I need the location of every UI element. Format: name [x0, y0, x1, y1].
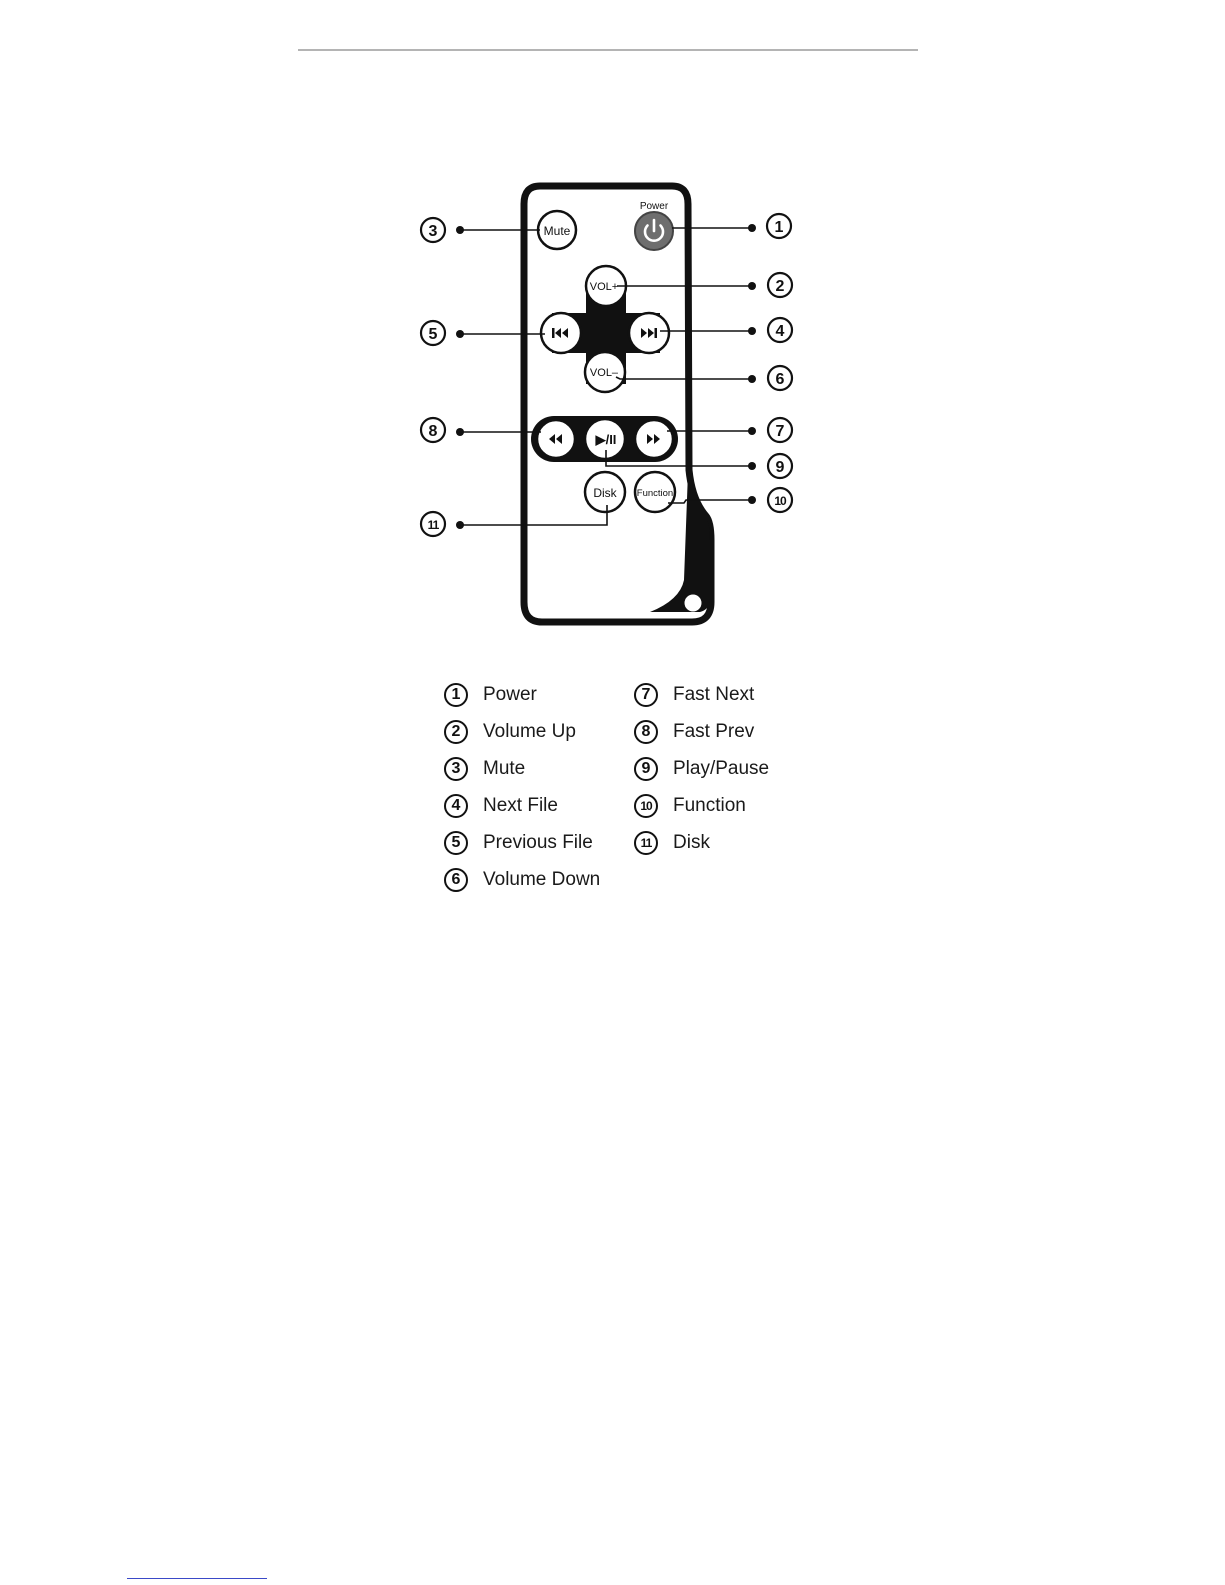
play-pause-button[interactable] — [585, 419, 625, 459]
legend-number: 3 — [444, 757, 468, 781]
legend-number: 7 — [634, 683, 658, 707]
legend-item — [634, 750, 769, 787]
callout-1 — [767, 214, 791, 238]
svg-text:1: 1 — [774, 219, 784, 236]
legend-number: 1 — [444, 683, 468, 707]
power-caption: Power — [639, 201, 669, 212]
power-button[interactable] — [635, 212, 673, 250]
legend-item — [444, 676, 600, 713]
callout-8 — [421, 418, 445, 442]
legend-item — [634, 676, 769, 713]
vol-down-button[interactable] — [585, 352, 625, 392]
legend-label: Volume Down — [483, 868, 601, 890]
legend-item — [444, 861, 600, 898]
legend-item — [634, 824, 769, 861]
function-button-label: Function — [636, 488, 674, 499]
legend-number: 11 — [634, 831, 658, 855]
svg-text:2: 2 — [775, 278, 785, 295]
fast-prev-button[interactable] — [537, 420, 575, 458]
fast-next-button[interactable] — [635, 420, 673, 458]
legend-label: Previous File — [483, 831, 593, 853]
disk-button-label: Disk — [593, 486, 617, 500]
remote-control-diagram — [0, 0, 1225, 660]
lanyard-hole — [685, 595, 701, 611]
svg-text:9: 9 — [775, 459, 785, 476]
svg-text:5: 5 — [428, 326, 438, 343]
legend-number: 4 — [444, 794, 468, 818]
callout-11 — [421, 512, 445, 536]
legend-right-column — [634, 676, 769, 861]
svg-text:11: 11 — [427, 518, 439, 532]
callout-9 — [768, 454, 792, 478]
callout-2 — [768, 273, 792, 297]
previous-file-button[interactable] — [541, 313, 581, 353]
vol-up-label: VOL+ — [589, 281, 619, 293]
footer-link-underline — [127, 1578, 267, 1579]
svg-text:4: 4 — [775, 323, 785, 340]
svg-text:8: 8 — [428, 423, 438, 440]
legend-item — [634, 713, 769, 750]
remote-body — [524, 186, 711, 622]
legend-item — [444, 787, 600, 824]
callout-4 — [768, 318, 792, 342]
callout-10 — [768, 488, 792, 512]
svg-text:6: 6 — [775, 371, 785, 388]
legend-label: Power — [483, 683, 537, 705]
legend-number: 5 — [444, 831, 468, 855]
legend-number: 10 — [634, 794, 658, 818]
legend-label: Play/Pause — [673, 757, 770, 779]
legend-label: Disk — [673, 831, 710, 853]
legend-label: Mute — [483, 757, 526, 779]
legend-number: 9 — [634, 757, 658, 781]
legend-number: 8 — [634, 720, 658, 744]
vol-down-label: VOL– — [589, 367, 619, 379]
legend-number: 6 — [444, 868, 468, 892]
svg-text:3: 3 — [428, 223, 438, 240]
disk-button[interactable] — [585, 472, 625, 512]
legend-label: Next File — [483, 794, 558, 816]
legend-label: Fast Prev — [673, 720, 755, 742]
svg-text:10: 10 — [774, 494, 786, 508]
function-button[interactable] — [635, 472, 675, 512]
legend-label: Volume Up — [483, 720, 576, 742]
mute-button-label: Mute — [543, 224, 571, 238]
legend-label: Function — [673, 794, 746, 816]
callout-3 — [421, 218, 445, 242]
legend-label: Fast Next — [673, 683, 755, 705]
legend-number: 2 — [444, 720, 468, 744]
callout-5 — [421, 321, 445, 345]
mute-button[interactable] — [538, 211, 576, 249]
legend-item — [444, 713, 600, 750]
legend-item — [444, 750, 600, 787]
next-file-button[interactable] — [629, 313, 669, 353]
legend-item — [634, 787, 769, 824]
legend-item — [444, 824, 600, 861]
svg-text:7: 7 — [775, 423, 785, 440]
play-pause-label: ▶/II — [595, 432, 617, 447]
callout-6 — [768, 366, 792, 390]
legend-left-column — [444, 676, 600, 898]
callout-7 — [768, 418, 792, 442]
